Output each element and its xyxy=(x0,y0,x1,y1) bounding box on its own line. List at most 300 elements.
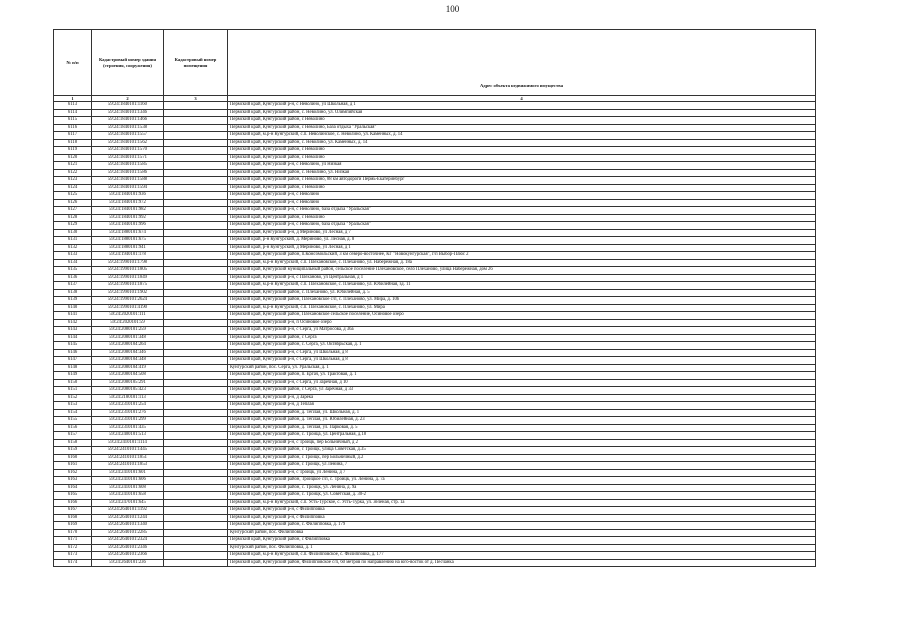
building-cadastral-number: 59:24:1990101:1798 xyxy=(92,259,164,267)
building-cadastral-number: 59:24:1840101:1466 xyxy=(92,117,164,125)
premises-cadastral-number xyxy=(164,169,228,177)
table-row xyxy=(54,394,816,402)
object-address: Пермский край, Кунгурский район, Троицкое с/п, с. Троицк, ул. Ленина, д. 7а xyxy=(228,477,816,485)
table-row xyxy=(54,207,816,215)
object-address: Пермский край, Кунгурский р-н, д Теплая xyxy=(228,402,816,410)
table-row xyxy=(54,349,816,357)
building-cadastral-number: 59:24:2410101:606 xyxy=(92,477,164,485)
object-address: Пермский край, Кунгурский район, Филипповское с/п, 60 метров по направлению на юго-восток от д. Песчанка xyxy=(228,559,816,567)
table-row xyxy=(54,529,816,537)
row-number: 6132 xyxy=(54,244,92,252)
building-cadastral-number: 59:24:1840101:1562 xyxy=(92,139,164,147)
row-number: 6139 xyxy=(54,297,92,305)
table-row xyxy=(54,132,816,140)
building-cadastral-number: 59:24:2080104:419 xyxy=(92,364,164,372)
row-number: 6173 xyxy=(54,552,92,560)
building-cadastral-number: 59:24:1990101:1902 xyxy=(92,289,164,297)
row-number: 6136 xyxy=(54,274,92,282)
table-row xyxy=(54,469,816,477)
building-cadastral-number: 59:24:2410101:658 xyxy=(92,492,164,500)
row-number: 6125 xyxy=(54,192,92,200)
object-address: Пермский край, Кунгурский р-н, с Неволино, ул Низкая xyxy=(228,162,816,170)
building-cadastral-number: 59:24:1840101:1571 xyxy=(92,154,164,162)
premises-cadastral-number xyxy=(164,124,228,132)
premises-cadastral-number xyxy=(164,394,228,402)
building-cadastral-number: 59:24:2020101:59 xyxy=(92,319,164,327)
building-cadastral-number: 59:24:2640101:1192 xyxy=(92,507,164,515)
table-row xyxy=(54,507,816,515)
object-address: Пермский край, м.р-н Кунгурский, с.п. Плехановское, с. Плеханово, ул. Набережная, д. 18а xyxy=(228,259,816,267)
building-cadastral-number: 59:24:2080104:508 xyxy=(92,372,164,380)
building-cadastral-number: 59:24:1840101:1160 xyxy=(92,102,164,110)
building-cadastral-number: 59:24:2410101:1445 xyxy=(92,447,164,455)
building-cadastral-number: 59:24:2080105:423 xyxy=(92,387,164,395)
table-row xyxy=(54,169,816,177)
building-cadastral-number: 59:24:1840101:1586 xyxy=(92,169,164,177)
object-address: Пермский край, Кунгурский р-н, с Серга, ул Матросова, д 36а xyxy=(228,327,816,335)
premises-cadastral-number xyxy=(164,154,228,162)
object-address: Пермский край, Кунгурский р-н, с Неволино, база отдыха "Уральская" xyxy=(228,207,816,215)
table-row xyxy=(54,334,816,342)
table-row xyxy=(54,154,816,162)
object-address: Пермский край, м.р-н Кунгурский, с.п. Усть-Турское, с. Усть-Турка, ул. Зеленая, стр. 1а xyxy=(228,499,816,507)
building-cadastral-number: 59:24:2080105:291 xyxy=(92,379,164,387)
building-cadastral-number: 59:24:1990101:1849 xyxy=(92,274,164,282)
building-cadastral-number: 59:24:2080101:259 xyxy=(92,327,164,335)
table-row xyxy=(54,297,816,305)
row-number: 6164 xyxy=(54,484,92,492)
building-cadastral-number: 59:24:1880101:941 xyxy=(92,244,164,252)
row-number: 6137 xyxy=(54,282,92,290)
row-number: 6116 xyxy=(54,124,92,132)
building-cadastral-number: 59:24:2310101:254 xyxy=(92,402,164,410)
table-row xyxy=(54,304,816,312)
premises-cadastral-number xyxy=(164,289,228,297)
building-cadastral-number: 59:24:1880101:674 xyxy=(92,229,164,237)
object-address: Пермский край, Кунгурский район, д. Теплая, ул. Юбилейная, д. 23 xyxy=(228,417,816,425)
object-address: Пермский край, Кунгурский район, с. Серга, ул. Октябрьская, д. 1 xyxy=(228,342,816,350)
row-number: 6141 xyxy=(54,312,92,320)
building-cadastral-number: 59:24:2640101:1244 xyxy=(92,514,164,522)
table-row xyxy=(54,192,816,200)
row-number: 6129 xyxy=(54,222,92,230)
row-number: 6155 xyxy=(54,417,92,425)
object-address: Пермский край, Кунгурский р-н, д Зарека xyxy=(228,394,816,402)
premises-cadastral-number xyxy=(164,229,228,237)
object-address: Пермский край, р-н Кунгурский, д Мериново, ул Лесная, д 1 xyxy=(228,244,816,252)
building-cadastral-number: 59:24:2310101:276 xyxy=(92,409,164,417)
table-row xyxy=(54,477,816,485)
row-number: 6149 xyxy=(54,372,92,380)
object-address: Пермский край, Кунгурский район, с Неволино xyxy=(228,184,816,192)
row-number: 6160 xyxy=(54,454,92,462)
premises-cadastral-number xyxy=(164,192,228,200)
table-row xyxy=(54,282,816,290)
building-cadastral-number: 59:24:2400101:513 xyxy=(92,432,164,440)
row-number: 6151 xyxy=(54,387,92,395)
row-number: 6128 xyxy=(54,214,92,222)
premises-cadastral-number xyxy=(164,439,228,447)
row-number: 6158 xyxy=(54,439,92,447)
premises-cadastral-number xyxy=(164,214,228,222)
premises-cadastral-number xyxy=(164,177,228,185)
row-number: 6145 xyxy=(54,342,92,350)
premises-cadastral-number xyxy=(164,544,228,552)
premises-cadastral-number xyxy=(164,147,228,155)
premises-cadastral-number xyxy=(164,139,228,147)
table-row xyxy=(54,214,816,222)
premises-cadastral-number xyxy=(164,499,228,507)
table-row xyxy=(54,484,816,492)
building-cadastral-number: 59:24:1840101:1588 xyxy=(92,177,164,185)
row-number: 6147 xyxy=(54,357,92,365)
premises-cadastral-number xyxy=(164,274,228,282)
premises-cadastral-number xyxy=(164,364,228,372)
premises-cadastral-number xyxy=(164,184,228,192)
row-number: 6134 xyxy=(54,259,92,267)
row-number: 6121 xyxy=(54,162,92,170)
object-address: Пермский край, Кунгурский р-н, с Филипповка xyxy=(228,514,816,522)
object-address: Пермский край, Кунгурский район, с Троицк, пер Больничный, д.2 xyxy=(228,454,816,462)
row-number: 6118 xyxy=(54,139,92,147)
table-row xyxy=(54,552,816,560)
building-cadastral-number: 59:24:1840101:982 xyxy=(92,207,164,215)
row-number: 6127 xyxy=(54,207,92,215)
object-address: Пермский край, м.р-н Кунгурский, с.п. Филипповское, с. Филипповка, д. 177 xyxy=(228,552,816,560)
building-cadastral-number: 59:24:2080104:348 xyxy=(92,357,164,365)
table-row xyxy=(54,514,816,522)
premises-cadastral-number xyxy=(164,417,228,425)
table-row xyxy=(54,492,816,500)
row-number: 6166 xyxy=(54,499,92,507)
object-address: Пермский край, Кунгурский р-н, с Серга, ул Заречная, д 10 xyxy=(228,379,816,387)
object-address: Пермский край, Кунгурский район, с. Неволино, ул. Низкая xyxy=(228,169,816,177)
row-number: 6123 xyxy=(54,177,92,185)
header-row xyxy=(54,30,816,96)
premises-cadastral-number xyxy=(164,372,228,380)
premises-cadastral-number xyxy=(164,507,228,515)
table-row xyxy=(54,327,816,335)
premises-cadastral-number xyxy=(164,304,228,312)
table-row xyxy=(54,319,816,327)
row-number: 6150 xyxy=(54,379,92,387)
premises-cadastral-number xyxy=(164,199,228,207)
table-row xyxy=(54,559,816,567)
building-cadastral-number: 59:24:1990101:2624 xyxy=(92,297,164,305)
building-cadastral-number: 59:24:1990101:1875 xyxy=(92,282,164,290)
column-number: 4 xyxy=(228,96,816,102)
row-number: 6130 xyxy=(54,229,92,237)
row-number: 6170 xyxy=(54,529,92,537)
object-address: Пермский край, Кунгурский район, с Неволино xyxy=(228,214,816,222)
row-number: 6167 xyxy=(54,507,92,515)
object-address: Пермский край, Кунгурский р-н, п Осиновое озеро xyxy=(228,319,816,327)
table-row xyxy=(54,432,816,440)
table-row xyxy=(54,544,816,552)
premises-cadastral-number xyxy=(164,267,228,275)
row-number: 6152 xyxy=(54,394,92,402)
row-number: 6142 xyxy=(54,319,92,327)
object-address: Пермский край, Кунгурский р-н, с Неволино, база отдыха "Уральская" xyxy=(228,222,816,230)
table-body xyxy=(54,102,816,567)
object-address: Пермский край, Кунгурский район, д. Теплая, ул. Парковая, д. 5 xyxy=(228,424,816,432)
premises-cadastral-number xyxy=(164,327,228,335)
table-row xyxy=(54,439,816,447)
object-address: Пермский край, Кунгурский район, с Неволино xyxy=(228,154,816,162)
table-row xyxy=(54,312,816,320)
building-cadastral-number: 59:24:2180101:113 xyxy=(92,394,164,402)
table-row xyxy=(54,357,816,365)
premises-cadastral-number xyxy=(164,222,228,230)
object-address: Пермский край, Кунгурский р-н, с Троицк, ул Ленина, д 7 xyxy=(228,469,816,477)
building-cadastral-number: 59:24:2310101:299 xyxy=(92,417,164,425)
row-number: 6126 xyxy=(54,199,92,207)
table-row xyxy=(54,274,816,282)
building-cadastral-number: 59:24:2640101:2324 xyxy=(92,537,164,545)
table-row xyxy=(54,454,816,462)
object-address: Пермский край, м.р-н Кунгурский, с.п. Плехановское, с. Плеханово, ул. Юбилейная, зд. 11 xyxy=(228,282,816,290)
table-row xyxy=(54,102,816,110)
table-row xyxy=(54,372,816,380)
table-row xyxy=(54,267,816,275)
row-number: 6163 xyxy=(54,477,92,485)
row-number: 6119 xyxy=(54,147,92,155)
building-cadastral-number: 59:24:1880101:675 xyxy=(92,237,164,245)
premises-cadastral-number xyxy=(164,117,228,125)
table-row xyxy=(54,147,816,155)
premises-cadastral-number xyxy=(164,559,228,567)
table-row xyxy=(54,222,816,230)
table-row xyxy=(54,162,816,170)
row-number: 6153 xyxy=(54,402,92,410)
premises-cadastral-number xyxy=(164,342,228,350)
object-address: Пермский край, Кунгурский р-н, с Неволино xyxy=(228,199,816,207)
row-number: 6154 xyxy=(54,409,92,417)
table-row xyxy=(54,117,816,125)
object-address: Пермский край, Кунгурский р-н, с Неволино, ул Школьная, д 1 xyxy=(228,102,816,110)
premises-cadastral-number xyxy=(164,402,228,410)
premises-cadastral-number xyxy=(164,102,228,110)
building-cadastral-number: 59:24:2080104:264 xyxy=(92,342,164,350)
object-address: Пермский край, Кунгурский р-н, с Троицк, пер Больничный, д 2 xyxy=(228,439,816,447)
building-cadastral-number: 59:24:1990101:1805 xyxy=(92,267,164,275)
premises-cadastral-number xyxy=(164,207,228,215)
table-row xyxy=(54,447,816,455)
object-address: Пермский край, Кунгурский район, п. Ергач, ул. Трактовая, д. 1 xyxy=(228,372,816,380)
header-premises-cadastral: Кадастровый номер помещения xyxy=(164,30,228,96)
table-row xyxy=(54,417,816,425)
premises-cadastral-number xyxy=(164,312,228,320)
table-row xyxy=(54,124,816,132)
object-address: Пермский край, Кунгурский район, с. Неволино, ул. Олимпийская xyxy=(228,109,816,117)
row-number: 6117 xyxy=(54,132,92,140)
building-cadastral-number: 59:24:2470101:645 xyxy=(92,499,164,507)
building-cadastral-number: 59:24:1840101:936 xyxy=(92,192,164,200)
object-address: Пермский край, Кунгурский район, с Неволино xyxy=(228,147,816,155)
row-number: 6157 xyxy=(54,432,92,440)
table-row xyxy=(54,259,816,267)
row-number: 6124 xyxy=(54,184,92,192)
row-number: 6144 xyxy=(54,334,92,342)
building-cadastral-number: 59:24:2080104:346 xyxy=(92,349,164,357)
table-row xyxy=(54,177,816,185)
object-address: Пермский край, Кунгурский район, с Неволино, 88 км автодороги Пермь-Екатеринбург xyxy=(228,177,816,185)
premises-cadastral-number xyxy=(164,282,228,290)
building-cadastral-number: 59:24:1840101:1557 xyxy=(92,132,164,140)
building-cadastral-number: 59:24:1840101:1346 xyxy=(92,109,164,117)
premises-cadastral-number xyxy=(164,319,228,327)
object-address: Кунгурский район, пос. Филипповка, д. 1 xyxy=(228,544,816,552)
table-row xyxy=(54,462,816,470)
table-row xyxy=(54,184,816,192)
premises-cadastral-number xyxy=(164,357,228,365)
row-number: 6114 xyxy=(54,109,92,117)
row-number: 6162 xyxy=(54,469,92,477)
object-address: Пермский край, Кунгурский район, с Троицк, ул Ленина, 7 xyxy=(228,462,816,470)
row-number: 6122 xyxy=(54,169,92,177)
building-cadastral-number: 59:24:2640101:2346 xyxy=(92,544,164,552)
premises-cadastral-number xyxy=(164,469,228,477)
table-row xyxy=(54,387,816,395)
object-address: Кунгурский район, пос. Филипповка xyxy=(228,529,816,537)
building-cadastral-number: 59:24:1840101:972 xyxy=(92,199,164,207)
property-register-table xyxy=(53,29,816,567)
table-row xyxy=(54,379,816,387)
object-address: Пермский край, Кунгурский район, с. Троица, ул. Центральная, д.18 xyxy=(228,432,816,440)
header-address: Адрес объекта недвижимого имущества xyxy=(228,30,816,96)
object-address: Пермский край, Кунгурский район, с Неволино xyxy=(228,117,816,125)
row-number: 6135 xyxy=(54,267,92,275)
object-address: Пермский край, Кунгурский район, с Троицк, улица Советская, д.35 xyxy=(228,447,816,455)
table-row xyxy=(54,199,816,207)
premises-cadastral-number xyxy=(164,237,228,245)
premises-cadastral-number xyxy=(164,454,228,462)
row-number: 6156 xyxy=(54,424,92,432)
building-cadastral-number: 59:24:1840101:1594 xyxy=(92,184,164,192)
row-number: 6165 xyxy=(54,492,92,500)
object-address: Пермский край, Кунгурский район, с. Филипповка, д. 179 xyxy=(228,522,816,530)
premises-cadastral-number xyxy=(164,522,228,530)
row-number: 6133 xyxy=(54,252,92,260)
table-row xyxy=(54,364,816,372)
building-cadastral-number: 59:24:2640101:2285 xyxy=(92,529,164,537)
premises-cadastral-number xyxy=(164,484,228,492)
object-address: Пермский край, Кунгурский район, Плехановское сельское поселение, Осиновое озеро xyxy=(228,312,816,320)
object-address: Пермский край, Кунгурский район, с Неволино, База отдыха "Уральская" xyxy=(228,124,816,132)
premises-cadastral-number xyxy=(164,537,228,545)
row-number: 6161 xyxy=(54,462,92,470)
building-cadastral-number: 59:24:2020101:111 xyxy=(92,312,164,320)
building-cadastral-number: 59:24:2080101:348 xyxy=(92,334,164,342)
table-row xyxy=(54,289,816,297)
table-row xyxy=(54,424,816,432)
object-address: Пермский край, Кунгурский район, Плехановское с/п, с. Плеханово, ул. Мира, д. 10б xyxy=(228,297,816,305)
object-address: Пермский край, Кунгурский район, с. Неволино, ул. Каменных, д. 14 xyxy=(228,139,816,147)
row-number: 6171 xyxy=(54,537,92,545)
premises-cadastral-number xyxy=(164,462,228,470)
premises-cadastral-number xyxy=(164,447,228,455)
building-cadastral-number: 59:24:2310101:435 xyxy=(92,424,164,432)
premises-cadastral-number xyxy=(164,529,228,537)
table-row xyxy=(54,499,816,507)
building-cadastral-number: 59:24:1840101:992 xyxy=(92,214,164,222)
row-number: 6115 xyxy=(54,117,92,125)
page-number: 100 xyxy=(445,4,460,14)
table-row xyxy=(54,402,816,410)
object-address: Пермский край, Кунгурский р-н, с Серга, ул Школьная, д 8 xyxy=(228,357,816,365)
object-address: Пермский край, Кунгурский муниципальный район, сельское поселение Плехановское, село Плеханово, улица Набережная, дом 26 xyxy=(228,267,816,275)
object-address: Пермский край, м.р-н Кунгурский, с.п. Плехановское, с. Плеханово, ул. Мира xyxy=(228,304,816,312)
row-number: 6140 xyxy=(54,304,92,312)
building-cadastral-number: 59:24:1990101:4190 xyxy=(92,304,164,312)
building-cadastral-number: 59:24:1840101:1538 xyxy=(92,124,164,132)
object-address: Пермский край, Кунгурский район, с Серга, ул Заречная, д 33 xyxy=(228,387,816,395)
premises-cadastral-number xyxy=(164,424,228,432)
object-address: Кунгурский район, пос. Серга, ул. Уральская, д. 1 xyxy=(228,364,816,372)
object-address: Пермский край, м.р-н Кунгурский, с.п. Неволинское, с. Неволино, ул. Каменных, д. 14 xyxy=(228,132,816,140)
table-row xyxy=(54,342,816,350)
table-row xyxy=(54,237,816,245)
header-row-number: № п/п xyxy=(54,30,92,96)
object-address: Пермский край, Кунгурский район, п.Комсомольский, 3 км северо-восточнее, КГ "Новокунгурская", г/п Выбор-Плюс 2 xyxy=(228,252,816,260)
object-address: Пермский край, Кунгурский р-н, с Плеханово, ул Центральная, д 1 xyxy=(228,274,816,282)
premises-cadastral-number xyxy=(164,379,228,387)
building-cadastral-number: 59:24:1840101:996 xyxy=(92,222,164,230)
object-address: Пермский край, Кунгурский р-н, с Неволино xyxy=(228,192,816,200)
premises-cadastral-number xyxy=(164,132,228,140)
table-row xyxy=(54,252,816,260)
object-address: Пермский край, Кунгурский р-н, д Мериново, ул Лесная, д 7 xyxy=(228,229,816,237)
object-address: Пермский край, Кунгурский район, с. Троицк, ул. Ленина, д. 9а xyxy=(228,484,816,492)
table-row xyxy=(54,537,816,545)
table-row xyxy=(54,244,816,252)
table-row xyxy=(54,109,816,117)
object-address: Пермский край, Кунгурский район, с. Троицк, ул. Советская, д. 30-2 xyxy=(228,492,816,500)
building-cadastral-number: 59:24:1840101:1570 xyxy=(92,147,164,155)
row-number: 6169 xyxy=(54,522,92,530)
building-cadastral-number: 59:24:2640101:2366 xyxy=(92,552,164,560)
object-address: Пермский край, Кунгурский район, д. Теплая, ул. Школьная, д. 1 xyxy=(228,409,816,417)
column-number: 1 xyxy=(54,96,92,102)
building-cadastral-number: 59:24:1840101:1585 xyxy=(92,162,164,170)
row-number: 6120 xyxy=(54,154,92,162)
row-number: 6174 xyxy=(54,559,92,567)
building-cadastral-number: 59:24:2410101:601 xyxy=(92,469,164,477)
row-number: 6148 xyxy=(54,364,92,372)
row-number: 6143 xyxy=(54,327,92,335)
row-number: 6146 xyxy=(54,349,92,357)
premises-cadastral-number xyxy=(164,514,228,522)
header-building-cadastral: Кадастровый номер здания (строения, сооружения) xyxy=(92,30,164,96)
object-address: Пермский край, Кунгурский р-н, с Серга, ул Школьная, д 8 xyxy=(228,349,816,357)
premises-cadastral-number xyxy=(164,432,228,440)
object-address: Пермский край, Кунгурский район, с Серга xyxy=(228,334,816,342)
premises-cadastral-number xyxy=(164,349,228,357)
table-row xyxy=(54,409,816,417)
premises-cadastral-number xyxy=(164,252,228,260)
premises-cadastral-number xyxy=(164,492,228,500)
table-row xyxy=(54,522,816,530)
object-address: Пермский край, Кунгурский р-н, с Филипповка xyxy=(228,507,816,515)
row-number: 6138 xyxy=(54,289,92,297)
premises-cadastral-number xyxy=(164,259,228,267)
building-cadastral-number: 59:24:2640101:236 xyxy=(92,559,164,567)
column-number: 3 xyxy=(164,96,228,102)
table-row xyxy=(54,139,816,147)
premises-cadastral-number xyxy=(164,162,228,170)
object-address: Пермский край, Кунгурский район, с. Плеханово, ул. Юбилейная, д. 5 xyxy=(228,289,816,297)
premises-cadastral-number xyxy=(164,334,228,342)
